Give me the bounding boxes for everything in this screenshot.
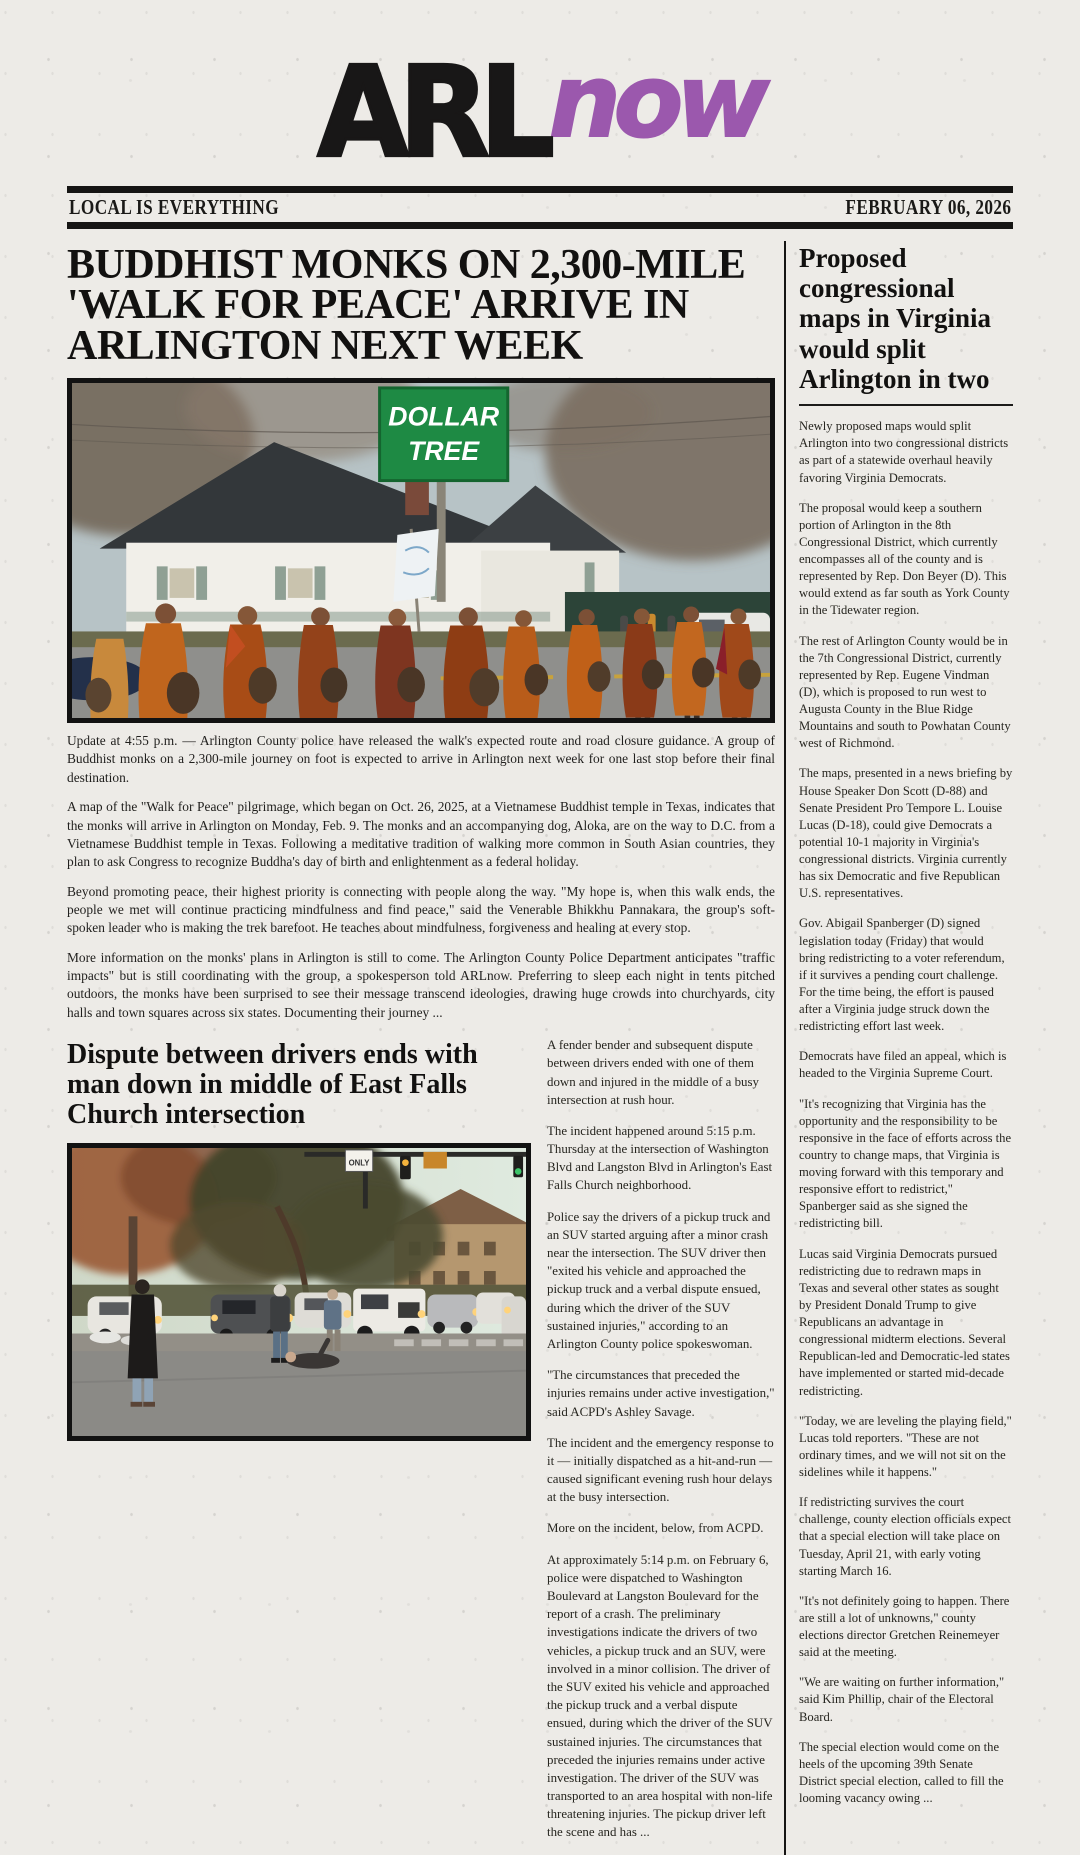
article-paragraph: "It's recognizing that Virginia has the opportunity and the responsibility to be responsive in the face of efforts across the country to change maps, that Virginia is moving forward with this temporary and responsive effort to redistrict," Spanberger said as she signed the redistricting bill.: [799, 1096, 1012, 1231]
lead-photo-illustration: [72, 383, 770, 718]
dateline-bar: [67, 186, 1013, 229]
article-paragraph: "It's not definitely going to happen. There are still a lot of unknowns," county elections director Gretchen Reinemeyer said at the meeting.: [799, 1593, 1010, 1660]
article-paragraph: More information on the monks' plans in Arlington is still to come. The Arlington County Police Department anticipates "traffic impacts" but is still coordinating with the group, a spokesperson told ARLnow. Preferring to sleep each night in tents pitched outdoors, the monks have been surprised to see their message transcend ideologies, drawing huge crowds into churchyards, city halls and town squares across six states. Documenting their journey ...: [67, 949, 775, 1020]
article-paragraph: "The circumstances that preceded the injuries remains under active investigation," said ACPD's Ashley Savage.: [547, 1368, 775, 1419]
article-paragraph: The maps, presented in a news briefing by House Speaker Don Scott (D-88) and Senate President Pro Tempore L. Louise Lucas (D-18), could give Democrats a potential 10-1 majority in Virginia's congressional districts. Virginia currently has six Democratic and five Republican U.S. representatives.: [799, 766, 1013, 901]
article-paragraph: Democrats have filed an appeal, which is headed to the Virginia Supreme Court.: [799, 1049, 1007, 1081]
second-photo-illustration: [72, 1148, 526, 1436]
snow-pile: [90, 1332, 121, 1344]
brand-logo-arl: ARL: [317, 38, 545, 186]
second-story-left: [67, 1036, 531, 1855]
tagline: LOCAL IS EVERYTHING: [69, 195, 280, 219]
second-headline[interactable]: Dispute between drivers ends with man down in middle of East Falls Church intersection: [67, 1039, 478, 1131]
article-paragraph: Police say the drivers of a pickup truck and an SUV started arguing after a minor crash near the intersection. The SUV driver then "exited his vehicle and approached the pickup truck and a verbal dispute ensued, during which the driver of the SUV sustained injuries," according to an Arlington County police spokeswoman.: [547, 1209, 771, 1351]
masthead: [67, 26, 1013, 186]
second-story-body: [547, 1036, 775, 1855]
side-headline[interactable]: Proposed congressional maps in Virginia would split Arlington in two: [799, 243, 992, 394]
brand-logo-now: now: [548, 42, 763, 160]
article-paragraph: Beyond promoting peace, their highest priority is connecting with people along the way. "My hope is, when this walk ends, the people we met will continue practicing mindfulness and find peace," said the Venerable Bhikkhu Pannakara, the group's soft-spoken leader who is making the trek barefoot. He teaches about mindfulness, forgiveness and healing at every stop.: [67, 883, 775, 936]
article-paragraph: If redistricting survives the court challenge, county election officials expect that a special election will take place on Tuesday, April 21, with early voting starting March 16.: [799, 1495, 1012, 1578]
main-column: [67, 241, 775, 1855]
second-photo[interactable]: [67, 1143, 531, 1441]
content-columns: [67, 241, 1013, 1855]
article-paragraph: A map of the "Walk for Peace" pilgrimage, which began on Oct. 26, 2025, at a Vietnamese Buddhist temple in Texas, indicates that the monks will arrive in Arlington on Monday, Feb. 9. The monks and an accompanying dog, Aloka, are on the way to D.C. from a Vietnamese Buddhist temple in Texas. Following a meditative tradition of walking more common in South Asian countries, they plan to ask Congress to recognize Buddha's day of birth and enlightenment as a federal holiday.: [67, 799, 775, 870]
article-paragraph: The incident and the emergency response to it — initially dispatched as a hit-and-run — caused significant evening rush hour delays at the busy intersection.: [547, 1435, 774, 1505]
article-paragraph: "We are waiting on further information," said Kim Phillip, chair of the Electoral Board.: [799, 1675, 1005, 1724]
side-column: [784, 241, 1013, 1855]
article-paragraph: Lucas said Virginia Democrats pursued redistricting due to redrawn maps in Texas and several other states as sought by President Donald Trump to give Republicans an advantage in congressional midterm elections. Several Republican-led and Democratic-led states have implemented or started mid-decade redistricting.: [799, 1246, 1010, 1398]
article-paragraph: The rest of Arlington County would be in the 7th Congressional District, currently represented by Rep. Eugene Vindman (D), which is proposed to run west to Augusta County in the Blue Ridge Mountains and south to Powhatan County west of Richmond.: [799, 633, 1011, 751]
article-paragraph: More on the incident, below, from ACPD.: [547, 1521, 764, 1536]
side-article-body: [799, 418, 1013, 1807]
article-paragraph: Newly proposed maps would split Arlington into two congressional districts as part of a statewide overhaul heavily favoring Virginia Democrats.: [799, 419, 1009, 485]
lead-article-body: [67, 732, 775, 1022]
article-paragraph: Update at 4:55 p.m. — Arlington County police have released the walk's expected route and road closure guidance. A group of Buddhist monks on a 2,300-mile journey on foot is expected to arrive in Arlington next week for one last stop before their final destination.: [67, 733, 775, 785]
svg-text:DOLLAR: DOLLAR: [388, 401, 500, 432]
second-story: [67, 1036, 775, 1855]
article-paragraph: Gov. Abigail Spanberger (D) signed legislation today (Friday) that would bring redistricting to a voter referendum, if it survives a pending court challenge. For the time being, the effort is paused after a Virginia judge struck down the redistricting effort last week.: [799, 916, 1005, 1034]
article-paragraph: A fender bender and subsequent dispute between drivers ended with one of them down and injured in the middle of a busy intersection at rush hour.: [547, 1038, 759, 1107]
article-paragraph: At approximately 5:14 p.m. on February 6, police were dispatched to Washington Boulevard at Langston Boulevard for the report of a crash. The preliminary investigations indicate the drivers of two vehicles, a pickup truck and an SUV, were involved in a minor collision. The driver of the SUV exited his vehicle and approached the pickup truck and a verbal dispute ensued, during which the driver of the SUV sustained injuries. The circumstances that preceded the injuries remains under active investigation. The driver of the SUV was transported to an area hospital with non-life threatening injuries. The pickup driver left the scene and has ...: [547, 1552, 773, 1840]
crosswalk: [394, 1339, 523, 1346]
issue-date: FEBRUARY 06, 2026: [845, 195, 1011, 219]
svg-text:ONLY: ONLY: [348, 1158, 370, 1168]
trees: [72, 1148, 443, 1290]
article-paragraph: The incident happened around 5:15 p.m. Thursday at the intersection of Washington Blvd and Langston Blvd in Arlington's East Falls Church neighborhood.: [547, 1123, 773, 1193]
article-paragraph: The special election would come on the heels of the upcoming 39th Senate District special election, called to fill the looming vacancy owing ...: [799, 1739, 1004, 1806]
side-divider-rule: [799, 404, 1013, 406]
lead-photo[interactable]: [67, 378, 775, 723]
article-paragraph: The proposal would keep a southern portion of Arlington in the 8th Congressional District, which currently encompasses all of the county and is represented by Rep. Don Beyer (D). This would extend as far south as York County in the Tidewater region.: [799, 500, 1010, 618]
article-paragraph: "Today, we are leveling the playing field," Lucas told reporters. "These are not ordinary times, and we will not sit on the sidelines while it happens.": [799, 1413, 1012, 1480]
svg-text:TREE: TREE: [408, 435, 480, 466]
lead-headline[interactable]: BUDDHIST MONKS ON 2,300-MILE 'WALK FOR PEACE' ARRIVE IN ARLINGTON NEXT WEEK: [67, 242, 746, 369]
